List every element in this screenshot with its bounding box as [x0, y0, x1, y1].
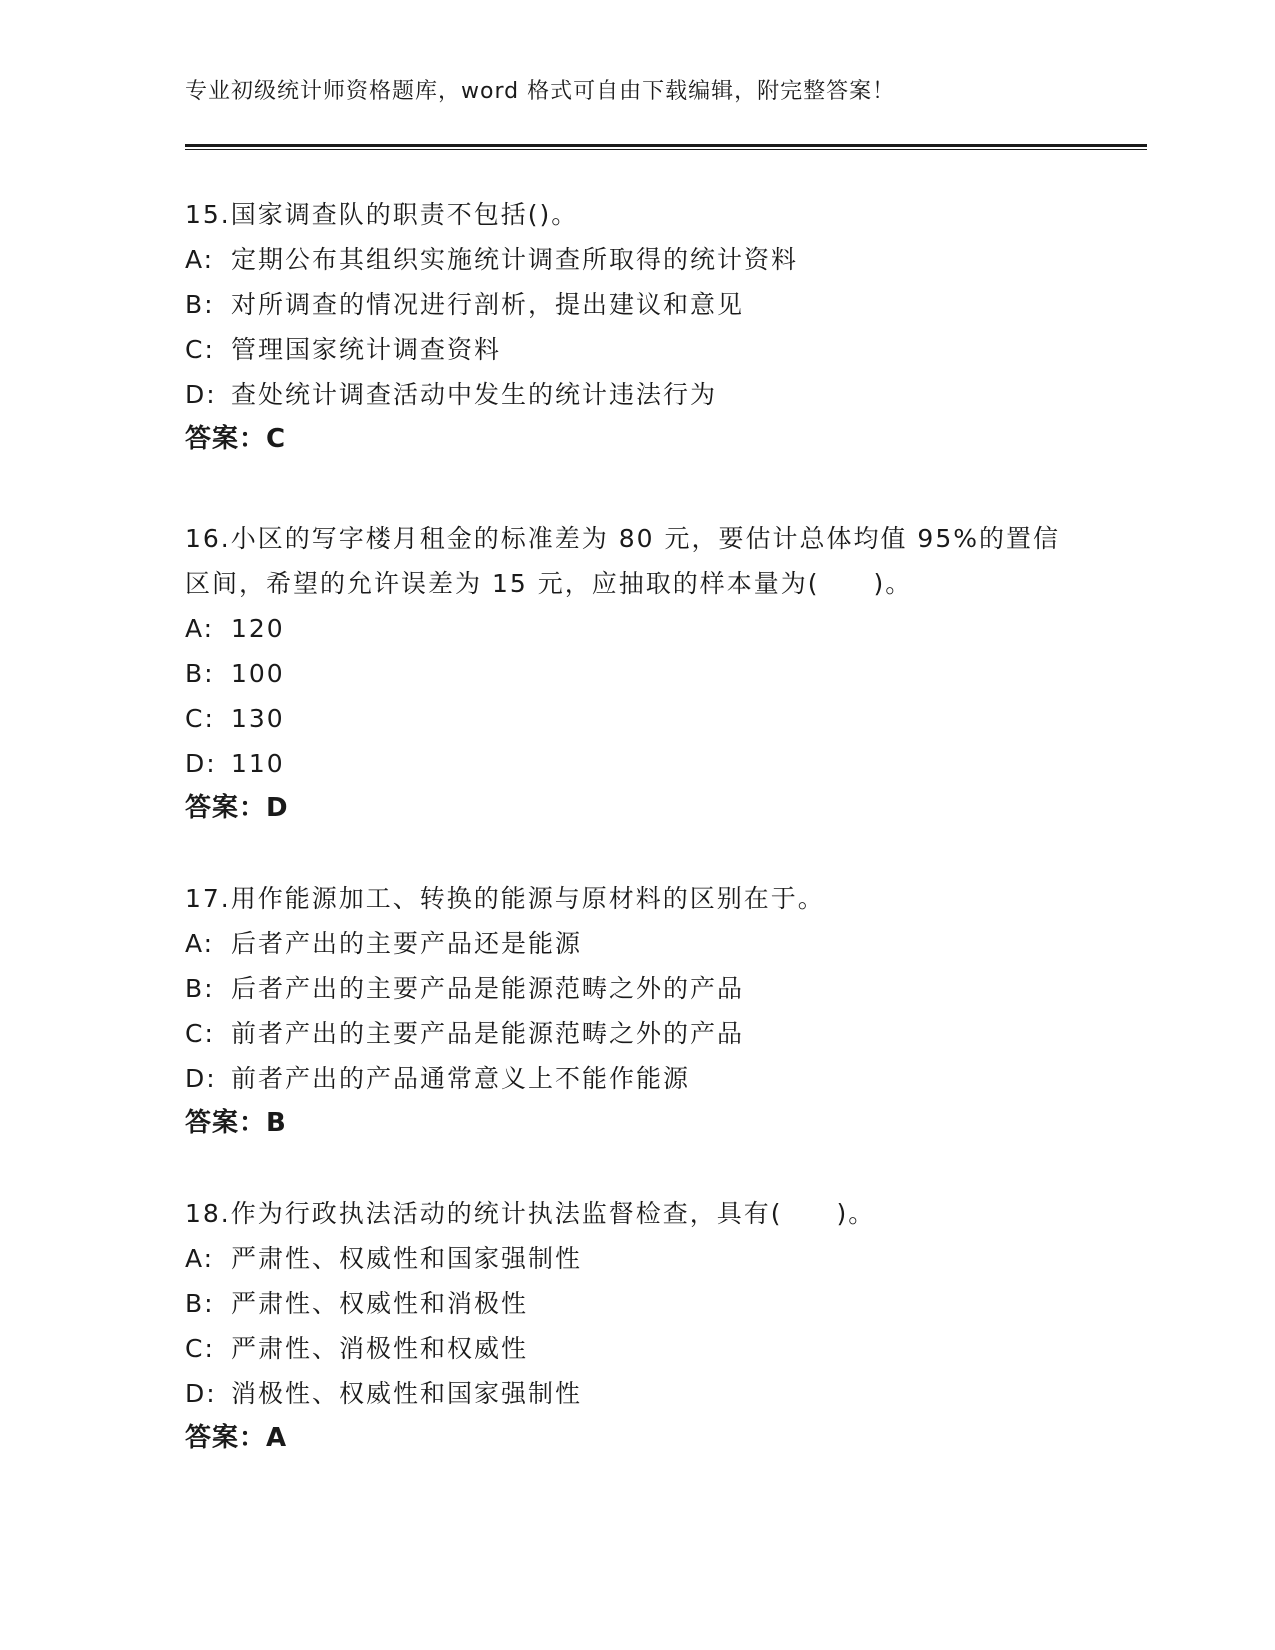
- option-c: [185, 327, 1085, 372]
- option-d: [185, 1371, 1085, 1416]
- option-c: [185, 696, 1085, 741]
- option-text: 后者产出的主要产品是能源范畴之外的产品: [231, 974, 745, 1003]
- question-17: [185, 876, 1085, 1146]
- option-letter: C:: [185, 335, 215, 364]
- option-letter: B:: [185, 659, 215, 688]
- option-b: [185, 966, 1085, 1011]
- option-text: 查处统计调查活动中发生的统计违法行为: [231, 380, 718, 409]
- option-letter: A:: [185, 929, 215, 958]
- option-b: [185, 1281, 1085, 1326]
- option-text: 120: [231, 614, 285, 643]
- question-stem: 18.作为行政执法活动的统计执法监督检查，具有( )。: [185, 1199, 876, 1228]
- option-b: [185, 651, 1085, 696]
- option-text: 100: [231, 659, 285, 688]
- option-text: 管理国家统计调查资料: [231, 335, 502, 364]
- option-a: [185, 921, 1085, 966]
- option-d: [185, 741, 1085, 786]
- option-a: [185, 1236, 1085, 1281]
- answer: 答案：D: [185, 793, 289, 823]
- option-text: 130: [231, 704, 285, 733]
- option-letter: D:: [185, 380, 217, 409]
- option-text: 前者产出的主要产品是能源范畴之外的产品: [231, 1019, 745, 1048]
- option-text: 110: [231, 749, 285, 778]
- question-stem: 15.国家调查队的职责不包括()。: [185, 200, 579, 229]
- answer: 答案：C: [185, 424, 287, 454]
- option-c: [185, 1011, 1085, 1056]
- option-letter: A:: [185, 1244, 215, 1273]
- header-rule: [185, 144, 1147, 150]
- option-letter: C:: [185, 704, 215, 733]
- question-stem: 17.用作能源加工、转换的能源与原材料的区别在于。: [185, 884, 825, 913]
- option-c: [185, 1326, 1085, 1371]
- option-letter: D:: [185, 1064, 217, 1093]
- question-18: [185, 1191, 1085, 1461]
- option-letter: B:: [185, 1289, 215, 1318]
- option-text: 前者产出的产品通常意义上不能作能源: [231, 1064, 691, 1093]
- answer: 答案：B: [185, 1108, 287, 1138]
- option-letter: B:: [185, 974, 215, 1003]
- question-stem: 16.小区的写字楼月租金的标准差为 80 元，要估计总体均值 95%的置信: [185, 524, 1060, 553]
- option-a: [185, 606, 1085, 651]
- option-letter: A:: [185, 614, 215, 643]
- option-text: 后者产出的主要产品还是能源: [231, 929, 583, 958]
- option-d: [185, 1056, 1085, 1101]
- option-letter: B:: [185, 290, 215, 319]
- option-a: [185, 237, 1085, 282]
- question-15: [185, 192, 1085, 462]
- option-text: 定期公布其组织实施统计调查所取得的统计资料: [231, 245, 799, 274]
- answer: 答案：A: [185, 1423, 288, 1453]
- option-text: 严肃性、权威性和国家强制性: [231, 1244, 583, 1273]
- option-text: 对所调查的情况进行剖析，提出建议和意见: [231, 290, 745, 319]
- option-letter: A:: [185, 245, 215, 274]
- question-16: [185, 516, 1085, 831]
- option-text: 消极性、权威性和国家强制性: [231, 1379, 583, 1408]
- option-letter: C:: [185, 1019, 215, 1048]
- option-b: [185, 282, 1085, 327]
- option-letter: D:: [185, 1379, 217, 1408]
- question-stem-continued: 区间，希望的允许误差为 15 元，应抽取的样本量为( )。: [185, 569, 913, 598]
- option-text: 严肃性、消极性和权威性: [231, 1334, 529, 1363]
- page-header: 专业初级统计师资格题库，word 格式可自由下载编辑，附完整答案！: [185, 79, 896, 104]
- option-letter: C:: [185, 1334, 215, 1363]
- option-d: [185, 372, 1085, 417]
- option-letter: D:: [185, 749, 217, 778]
- option-text: 严肃性、权威性和消极性: [231, 1289, 529, 1318]
